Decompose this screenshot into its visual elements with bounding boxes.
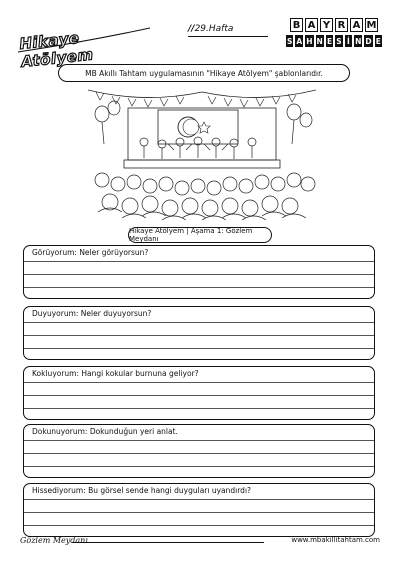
answer-line [24,466,374,467]
question-box-dokunuyorum[interactable] [23,424,375,478]
answer-line [24,335,374,336]
footer-website-link[interactable]: www.mbakillitahtam.com [291,536,380,544]
answer-line [24,440,374,441]
week-slashes: // [188,24,195,34]
question-label: Hissediyorum: Bu görsel sende hangi duyguları uyandırdı? [32,486,252,495]
logo-text: Hikaye Atölyem [18,28,95,71]
badge-letter: A [305,18,318,32]
badge-letter: R [335,18,348,32]
stage-scene-image [88,84,316,224]
footer-divider [72,542,264,543]
stage-title: Hikaye Atölyem | Aşama 1: Gözlem Meydanı [128,227,272,243]
answer-line [24,395,374,396]
answer-line [24,261,374,262]
footer-title: Gözlem Meydanı [20,536,88,545]
answer-line [24,525,374,526]
question-label: Kokluyorum: Hangi kokular burnuna geliyor? [32,369,199,378]
answer-line [24,322,374,323]
week-text: 29.Hafta [194,24,234,34]
answer-line [24,382,374,383]
info-banner: MB Akıllı Tahtam uygulamasının "Hikaye Atölyem" şablonlarıdır. [58,64,350,82]
badge-letter: S [287,36,293,46]
question-label: Görüyorum: Neler görüyorsun? [32,248,149,257]
question-box-kokluyorum[interactable] [23,366,375,420]
bayram-badge [286,18,382,47]
badge-letter: İ [345,35,352,47]
badge-letter: E [326,36,333,46]
badge-letter: M [366,19,377,31]
badge-letter: Y [320,18,333,32]
badge-row-2 [286,35,382,47]
badge-row-1 [286,18,382,32]
question-box-duyuyorum[interactable] [23,306,375,360]
badge-letter: D [365,36,372,46]
badge-letter: B [290,18,303,32]
question-box-hissediyorum[interactable] [23,483,375,537]
question-box-goruyorum[interactable] [23,245,375,299]
answer-line [24,274,374,275]
footer [0,536,400,556]
answer-line [24,348,374,349]
badge-letter: N [316,36,323,46]
badge-letter: S [336,36,342,46]
week-label [188,24,268,37]
question-label: Duyuyorum: Neler duyuyorsun? [32,309,152,318]
answer-line [24,287,374,288]
answer-line [24,512,374,513]
answer-line [24,408,374,409]
question-label: Dokunuyorum: Dokunduğun yeri anlat. [32,427,178,436]
badge-letter: A [296,36,303,46]
badge-letter: N [355,36,362,46]
festival-illustration [88,84,316,224]
answer-line [24,453,374,454]
badge-letter: A [350,18,363,32]
badge-letter: E [375,36,381,46]
badge-letter: H [306,36,313,46]
answer-line [24,499,374,500]
logo [14,24,154,71]
